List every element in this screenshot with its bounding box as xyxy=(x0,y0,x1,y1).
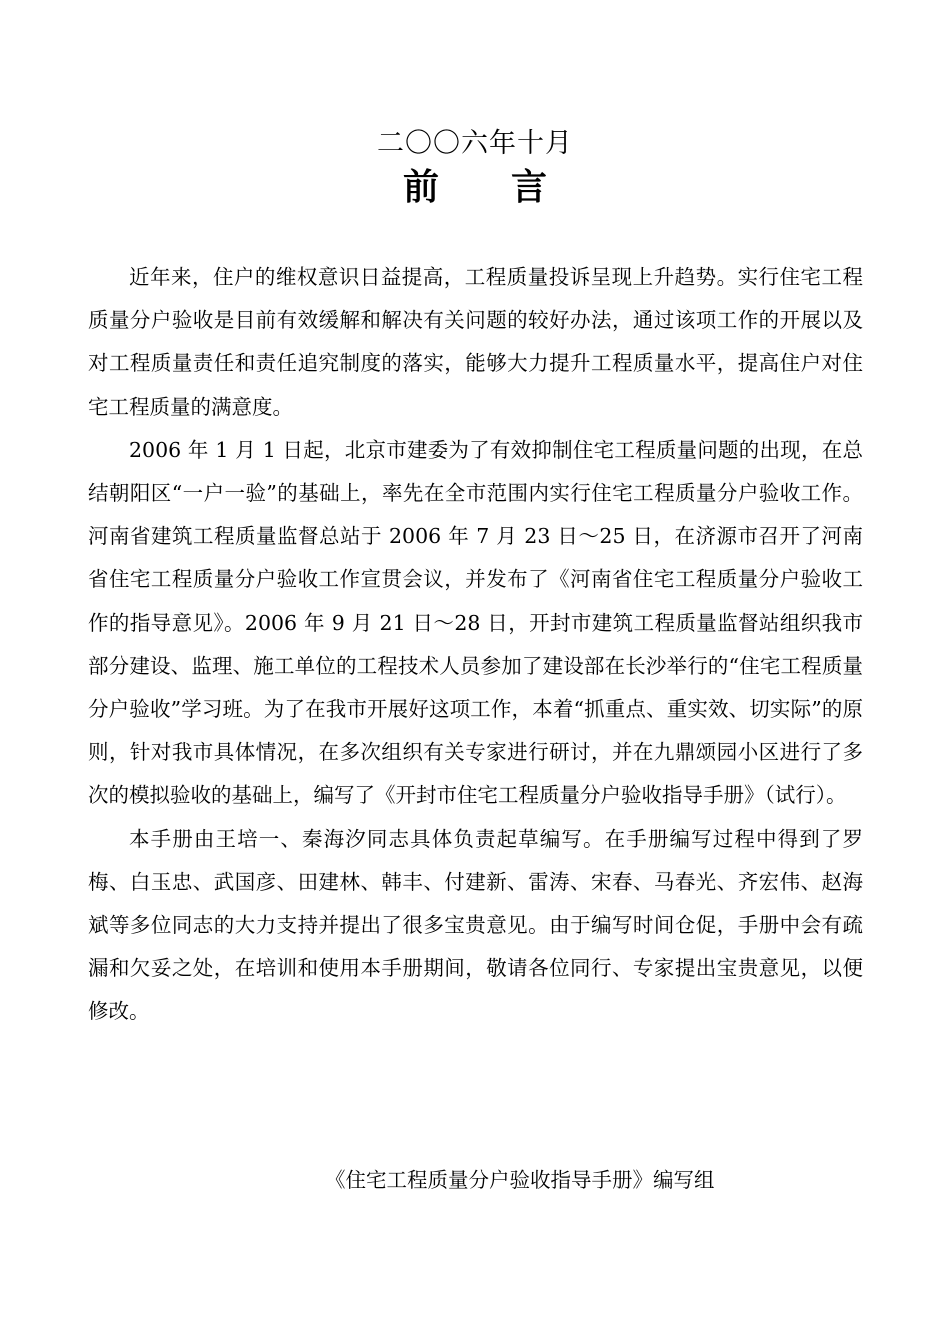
signature: 《住宅工程质量分户验收指导手册》编写组 xyxy=(325,1168,715,1192)
paragraph-2: 2006 年 1 月 1 日起，北京市建委为了有效抑制住宅工程质量问题的出现，在总结朝阳区“一户一验”的基础上，率先在全市范围内实行住宅工程质量分户验收工作。河南省建筑工程质量监督总站于 2006 年 7 月 23 日～25 日，在济源市召开了河南省住宅工程质量分户验收工作宣贯会议，并发布了《河南省住宅工程质量分户验收工作的指导意见》。2006 年 9 月 21 日～28 日，开封市建筑工程质量监督站组织我市部分建设、监理、施工单位的工程技术人员参加了建设部在长沙举行的“住宅工程质量分户验收”学习班。为了在我市开展好这项工作，本着“抓重点、重实效、切实际”的原则，针对我市具体情况，在多次组织有关专家进行研讨，并在九鼎颂园小区进行了多次的模拟验收的基础上，编写了《开封市住宅工程质量分户验收指导手册》（试行）。 xyxy=(88,437,863,808)
paragraph-1: 近年来，住户的维权意识日益提高，工程质量投诉呈现上升趋势。实行住宅工程质量分户验收是目前有效缓解和解决有关问题的较好办法，通过该项工作的开展以及对工程质量责任和责任追究制度的落实，能够大力提升工程质量水平，提高住户对住宅工程质量的满意度。 xyxy=(88,265,863,419)
paragraph-3: 本手册由王培一、秦海汐同志具体负责起草编写。在手册编写过程中得到了罗梅、白玉忠、武国彦、田建林、韩丰、付建新、雷涛、宋春、马春光、齐宏伟、赵海斌等多位同志的大力支持并提出了很多宝贵意见。由于编写时间仓促，手册中会有疏漏和欠妥之处，在培训和使用本手册期间，敬请各位同行、专家提出宝贵意见，以便修改。 xyxy=(88,826,863,1024)
title-char-1: 前 xyxy=(402,167,439,208)
preface-body xyxy=(88,256,863,1034)
title-char-2: 言 xyxy=(511,167,548,208)
date-line: 二〇〇六年十月 xyxy=(377,128,573,159)
page-title xyxy=(0,166,950,210)
